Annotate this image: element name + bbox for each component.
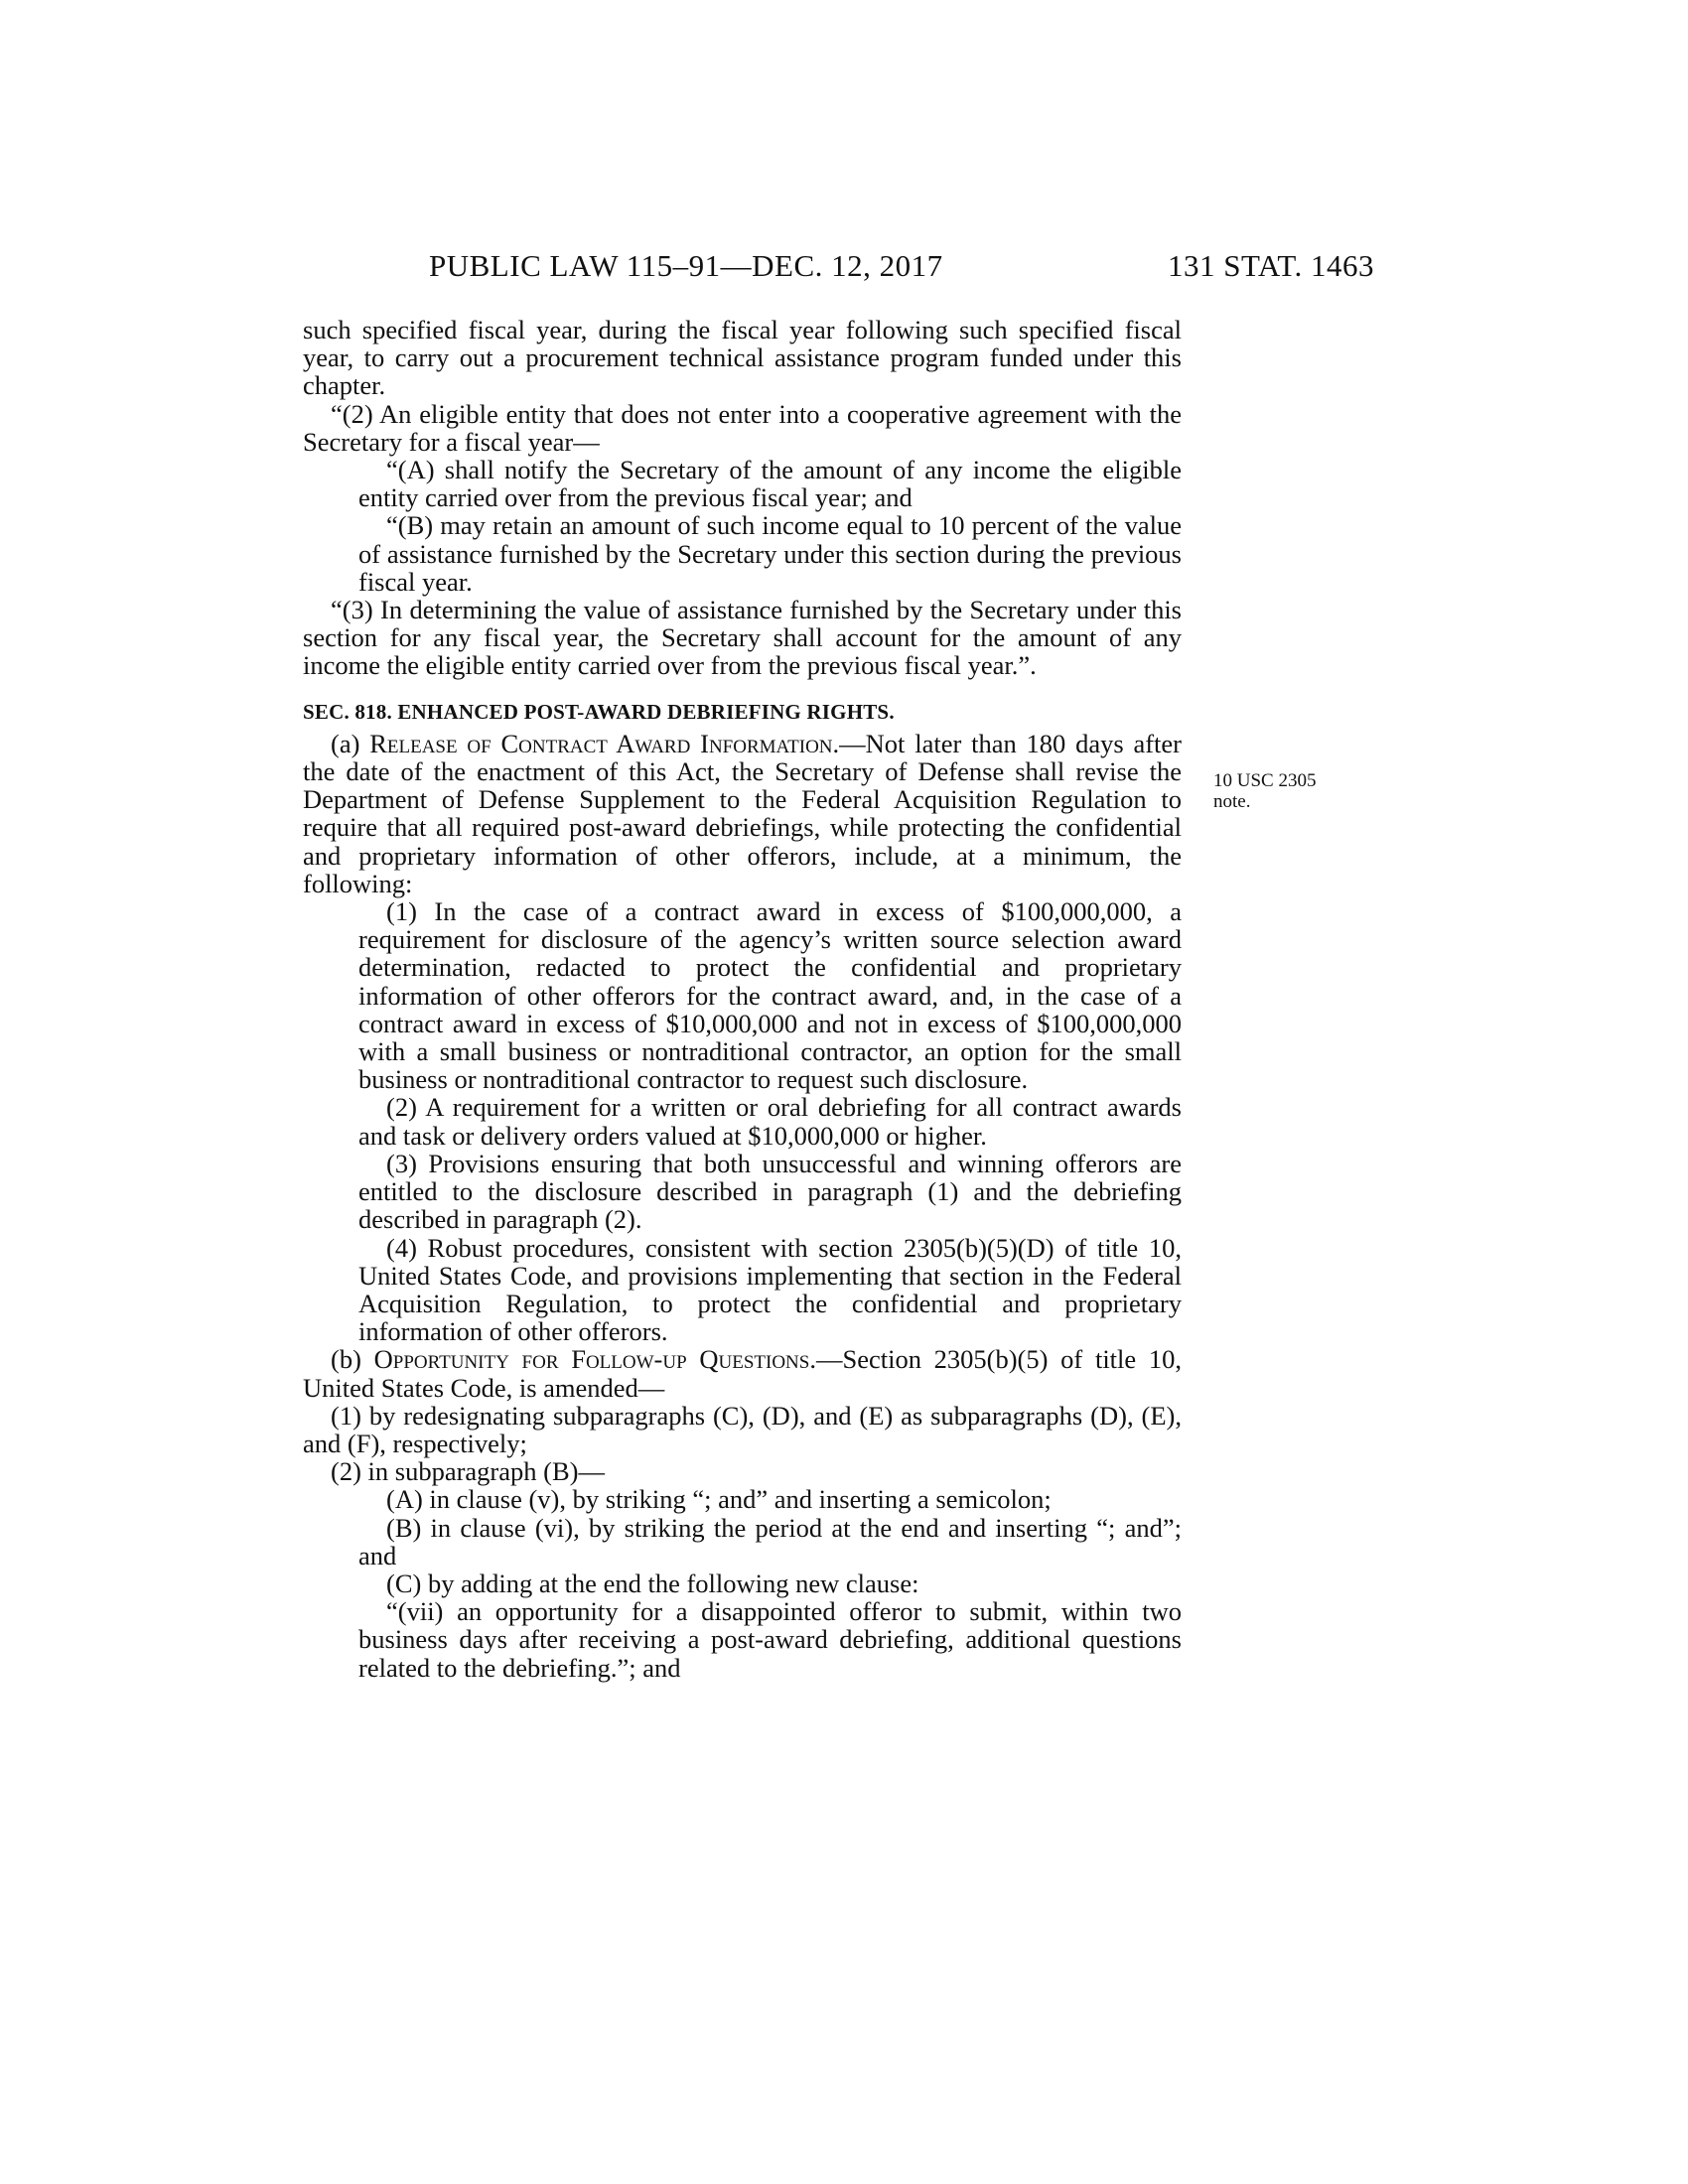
margin-note-citation: 10 USC 2305 xyxy=(1213,770,1317,791)
subsection-a-paragraph-4: (4) Robust procedures, consistent with section 2305(b)(5)(D) of title 10, United States Code, and provisions implementing that section in the Federal Acquisition Regulation, to protect the confidential and proprietary information of other offerors. xyxy=(358,1232,1182,1347)
subsection-a-paragraph-2: (2) A requirement for a written or oral debriefing for all contract awards and task or delivery orders valued at $10,000,000 or higher. xyxy=(358,1092,1182,1151)
running-header-law: PUBLIC LAW 115–91—DEC. 12, 2017 xyxy=(429,248,943,283)
subsection-a-heading: Release of Contract Award Information xyxy=(369,728,833,758)
margin-note xyxy=(1213,770,1352,812)
document-body xyxy=(303,316,1182,1682)
paragraph-2: “(2) An eligible entity that does not enter into a cooperative agreement with the Secretary for a fiscal year— xyxy=(303,398,1182,457)
running-header-page: 131 STAT. 1463 xyxy=(1167,248,1374,283)
subsection-b-heading: Opportunity for Follow-up Questions xyxy=(373,1344,810,1375)
subsection-b-label: (b) xyxy=(331,1344,374,1375)
subsection-a-paragraph-1: (1) In the case of a contract award in excess of $100,000,000, a requirement for disclosure of the agency’s written source selection award determination, redacted to protect the confidential and proprietary information of other offerors for the contract award, and, in the case of a contract award in excess of $10,000,000 and not in excess of $100,000,000 with a small business or nontraditional contractor, an option for the small business or nontraditional contractor to request such disclosure. xyxy=(358,896,1182,1095)
subsection-b xyxy=(303,1345,1182,1401)
margin-note-label: note. xyxy=(1213,791,1251,812)
subsection-b-clause-B: (B) in clause (vi), by striking the period at the end and inserting “; and”; and xyxy=(358,1512,1182,1570)
subsection-a-text: .—Not later than 180 days after the date of the enactment of this Act, the Secretary of Defense shall revise the Department of Defense Supplement to the Federal Acquisition Regulation to require that all required post-award debriefings, while protecting the confidential and proprietary information of other offerors, include, at a minimum, the following: xyxy=(303,728,1182,898)
subparagraph-B: “(B) may retain an amount of such income equal to 10 percent of the value of assistance furnished by the Secretary under this section during the previous fiscal year. xyxy=(358,510,1182,597)
subsection-b-text: .—Section 2305(b)(5) of title 10, United States Code, is amended— xyxy=(303,1344,1182,1403)
subsection-b-paragraph-1: (1) by redesignating subparagraphs (C), (D), and (E) as subparagraphs (D), (E), and (F), respectively; xyxy=(303,1400,1182,1458)
subsection-a xyxy=(303,730,1182,897)
subsection-b-quoted-clause: “(vii) an opportunity for a disappointed offeror to submit, within two business days after receiving a post-award debriefing, additional questions related to the debriefing.”; and xyxy=(358,1596,1182,1683)
subparagraph-A: “(A) shall notify the Secretary of the amount of any income the eligible entity carried over from the previous fiscal year; and xyxy=(358,455,1182,513)
subsection-b-clause-A: (A) in clause (v), by striking “; and” and inserting a semicolon; xyxy=(386,1484,1052,1515)
subsection-b-clause-C: (C) by adding at the end the following new clause: xyxy=(386,1568,919,1598)
section-heading: SEC. 818. ENHANCED POST-AWARD DEBRIEFING RIGHTS. xyxy=(303,699,895,724)
subsection-a-label: (a) xyxy=(331,728,370,758)
subsection-b-paragraph-2: (2) in subparagraph (B)— xyxy=(331,1456,605,1487)
paragraph-continuation: such specified fiscal year, during the fiscal year following such specified fiscal year, to carry out a procurement technical assistance program funded under this chapter. xyxy=(303,315,1182,401)
subsection-a-paragraph-3: (3) Provisions ensuring that both unsuccessful and winning offerors are entitled to the disclosure described in paragraph (1) and the debriefing described in paragraph (2). xyxy=(358,1148,1182,1235)
paragraph-3: “(3) In determining the value of assistance furnished by the Secretary under this section for any fiscal year, the Secretary shall account for the amount of any income the eligible entity carried over from the previous fiscal year.”. xyxy=(303,595,1182,681)
